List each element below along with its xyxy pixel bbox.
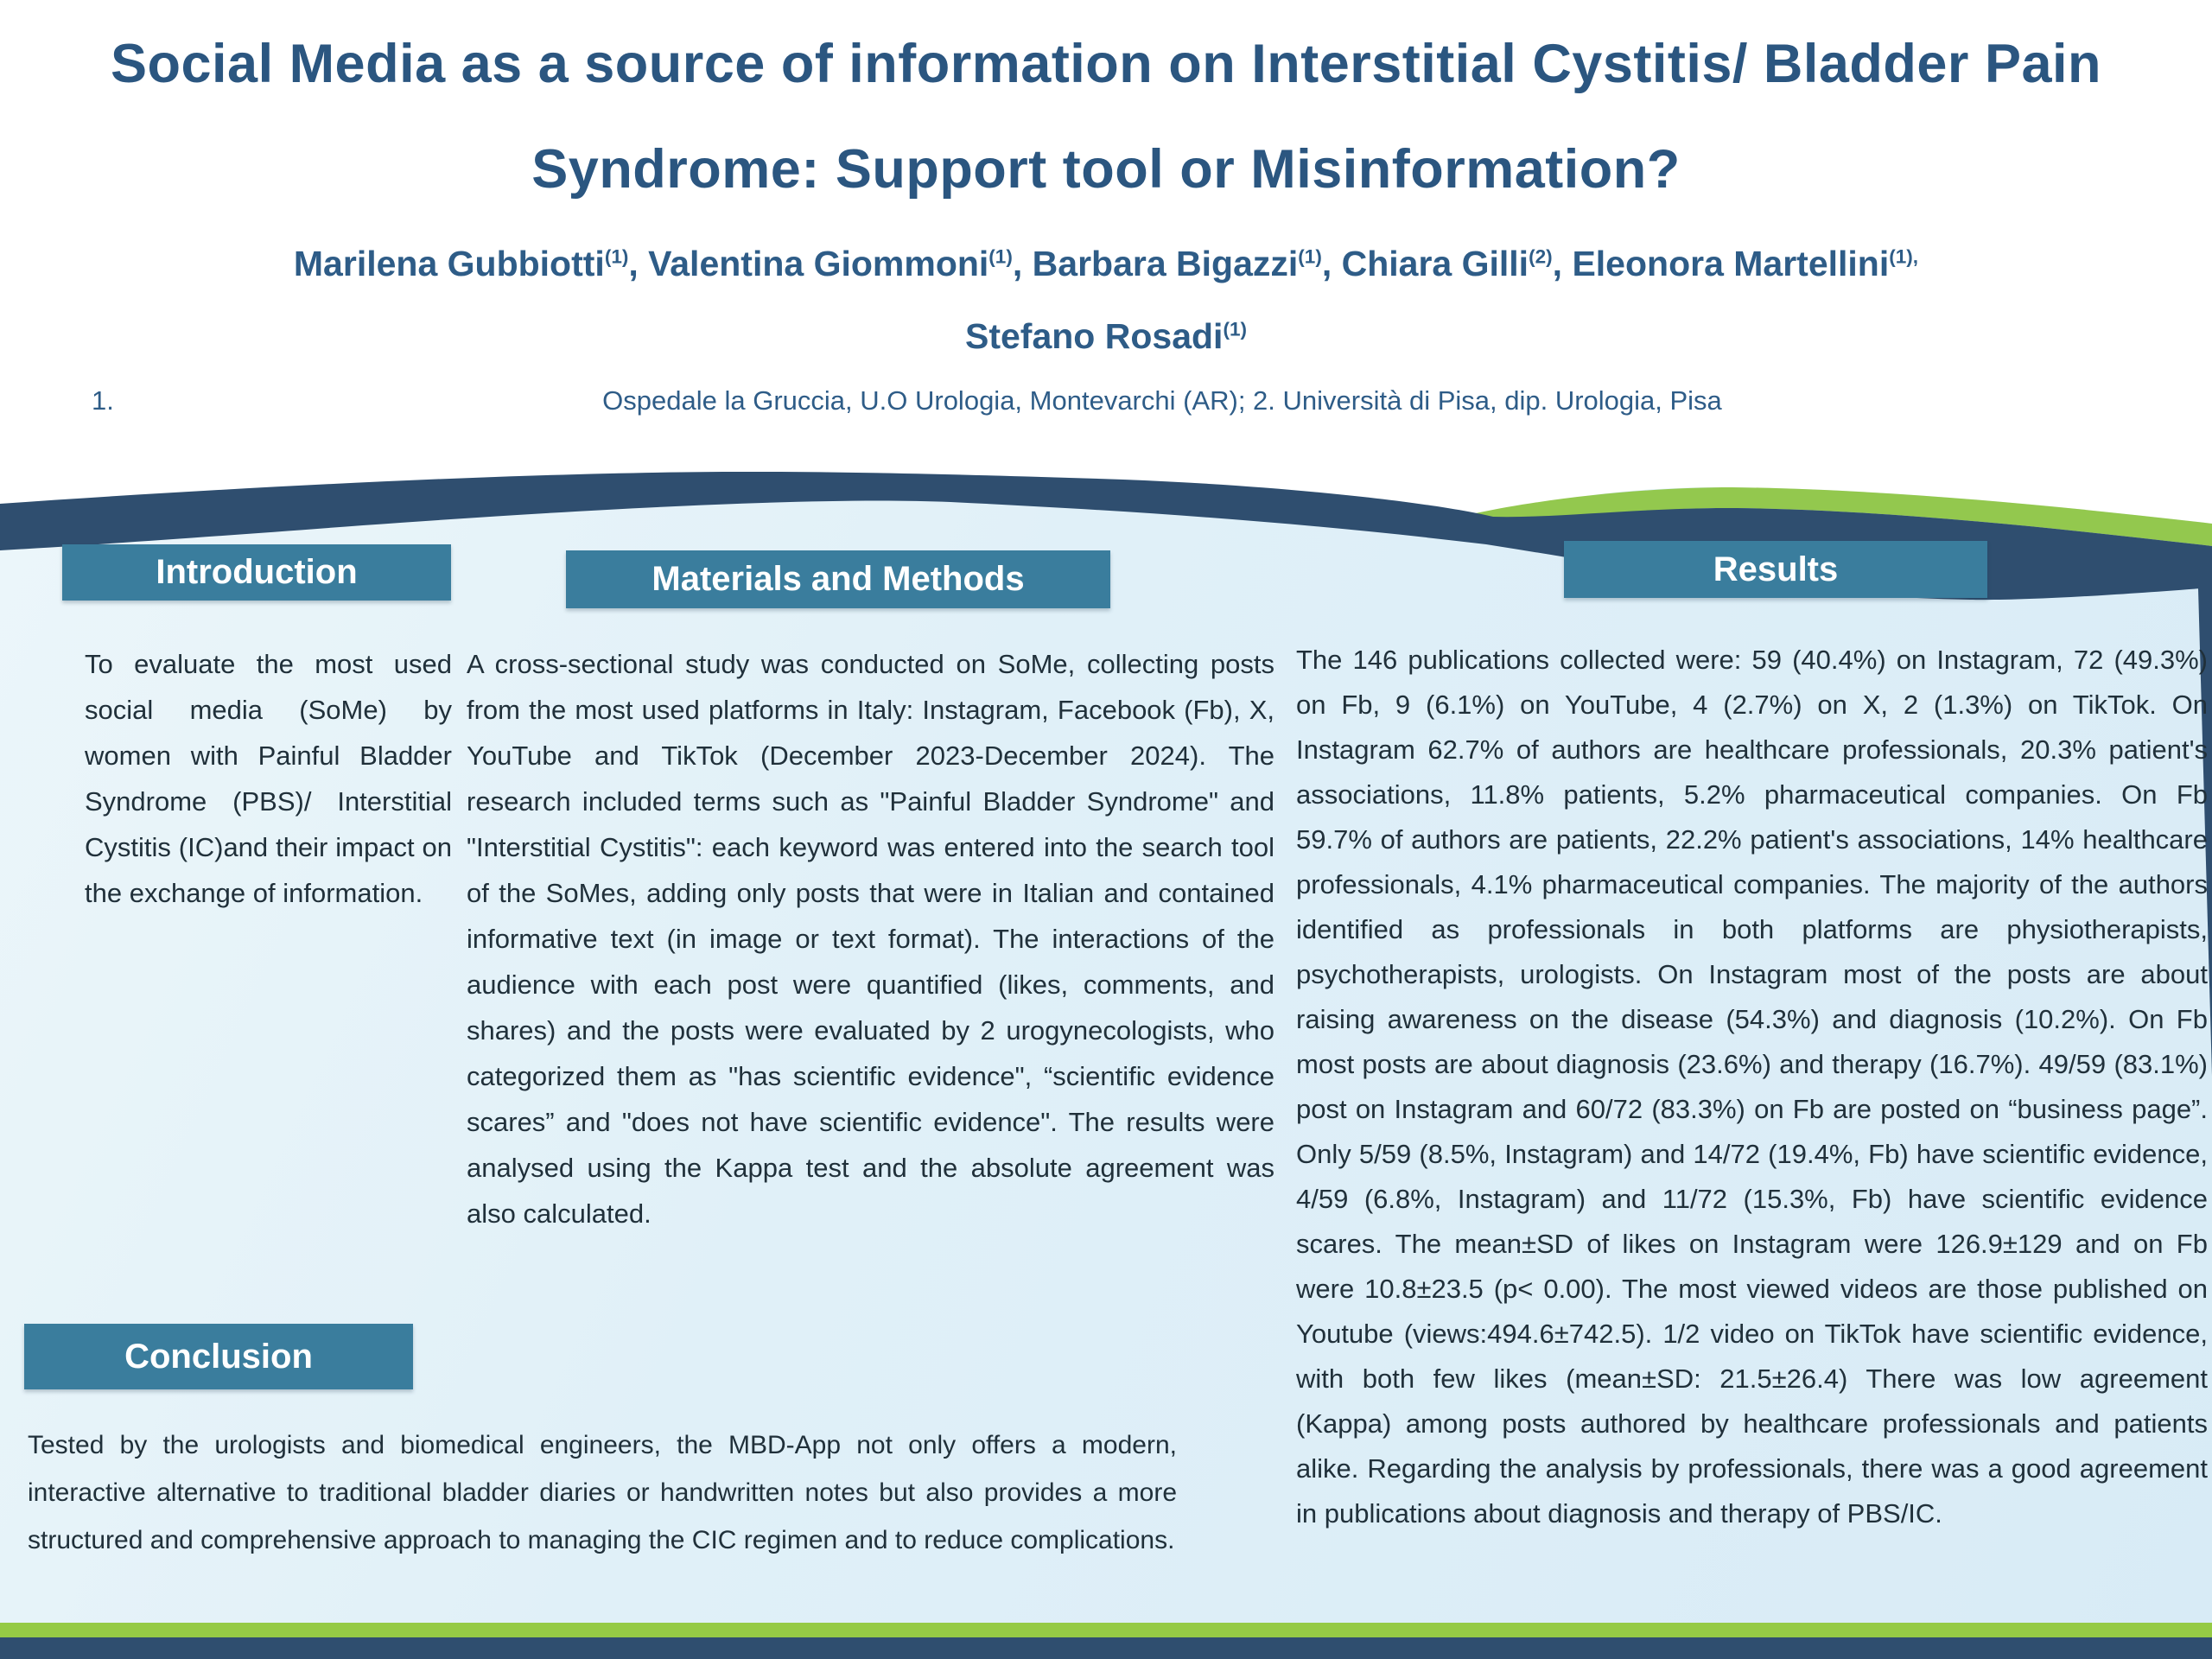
authors-line2: Stefano Rosadi$^{(1)}$ [965,316,1247,356]
methods-heading: Materials and Methods [566,550,1110,608]
footer-navy-stripe [0,1637,2212,1659]
results-heading: Results [1564,541,1987,598]
introduction-body: To evaluate the most used social media (SoMe) by women with Painful Bladder Syndrome (PBS)/ Interstitial Cystitis (IC)and their impact on the exchange of information. [85,649,452,908]
footer-green-stripe [0,1623,2212,1637]
conclusion-heading: Conclusion [24,1324,413,1389]
authors-line1: Marilena Gubbiotti$^{(1)}$, Valentina Giommoni$^{(1)}$, Barbara Bigazzi$^{(1)}$, Chiara Gilli$^{(2)}$, Eleonora Martellini$^{(1),}$ [293,244,1919,283]
conclusion-body: Tested by the urologists and biomedical engineers, the MBD-App not only offers a modern, interactive alternative to traditional bladder diaries or handwritten notes but also provides a more structured and comprehensive approach to managing the CIC regimen and to reduce complications. [28,1431,1177,1554]
results-body: The 146 publications collected were: 59 (40.4%) on Instagram, 72 (49.3%) on Fb, 9 (6.1%) on YouTube, 4 (2.7%) on X, 2 (1.3%) on TikTok. On Instagram 62.7% of authors are healthcare professionals, 20.3% patient's associations, 11.8% patients, 5.2% pharmaceutical companies. On Fb 59.7% of authors are patients, 22.2% patient's associations, 14% healthcare professionals, 4.1% pharmaceutical companies. The majority of the authors identified as professionals in both platforms are physiotherapists, psychotherapists, urologists. On Instagram most of the posts are about raising awareness on the disease (54.3%) and diagnosis (10.2%). On Fb most posts are about diagnosis (23.6%) and therapy (16.7%). 49/59 (83.1%) post on Instagram and 60/72 (83.3%) on Fb are posted on “business page”. Only 5/59 (8.5%, Instagram) and 14/72 (19.4%, Fb) have scientific evidence, 4/59 (6.8%, Instagram) and 11/72 (15.3%, Fb) have scientific evidence scares. The mean±SD of likes on Instagram were 126.9±129 and on Fb were 10.8±23.5 (p< 0.00). The most viewed videos are those published on Youtube (views:494.6±742.5). 1/2 video on TikTok have scientific evidence, with both few likes (mean±SD: 21.5±26.4) There was low agreement (Kappa) among posts authored by healthcare professionals and patients alike. Regarding the analysis by professionals, there was a good agreement in publications about diagnosis and therapy of PBS/IC. [1296,645,2208,1529]
affiliation-text: Ospedale la Gruccia, U.O Urologia, Montevarchi (AR); 2. Università di Pisa, dip. Urologia, Pisa [602,385,1722,416]
poster-title-line2: Syndrome: Support tool or Misinformation? [531,139,1681,200]
methods-body: A cross-sectional study was conducted on SoMe, collecting posts from the most used platforms in Italy: Instagram, Facebook (Fb), X, YouTube and TikTok (December 2023-December 2024). The research included terms such as "Painful Bladder Syndrome" and "Interstitial Cystitis": each keyword was entered into the search tool of the SoMes, adding only posts that were in Italian and contained informative text (in image or text format). The interactions of the audience with each post were quantified (likes, comments, and shares) and the posts were evaluated by 2 urogynecologists, who categorized them as "has scientific evidence", “scientific evidence scares” and "does not have scientific evidence". The results were analysed using the Kappa test and the absolute agreement was also calculated. [467,649,1274,1229]
poster-title-line1: Social Media as a source of information on Interstitial Cystitis/ Bladder Pain [110,34,2102,94]
introduction-heading: Introduction [62,544,451,601]
affiliation-marker: 1. [92,385,114,416]
